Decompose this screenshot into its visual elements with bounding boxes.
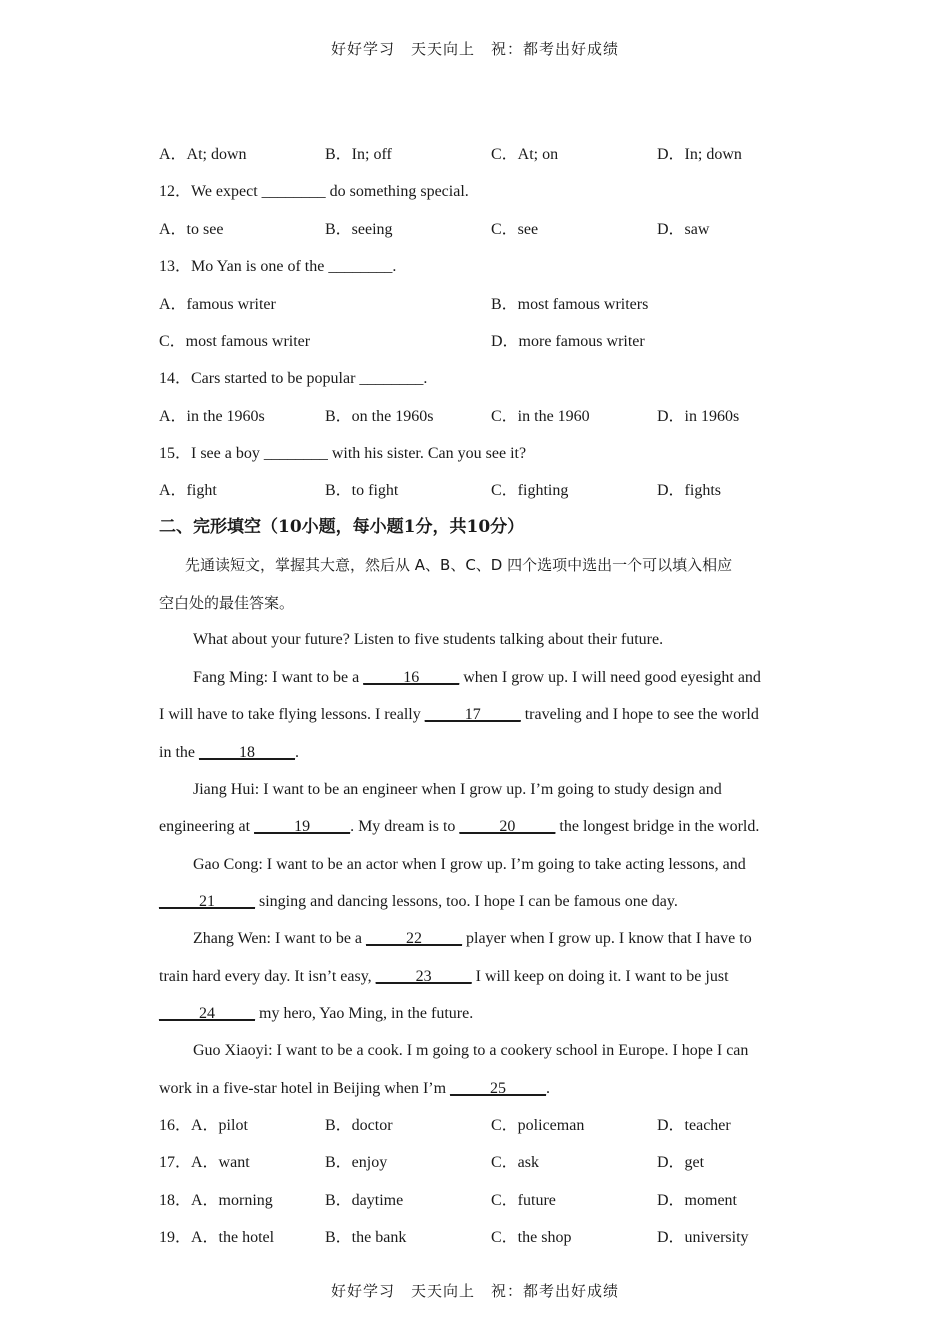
q11-option-a: A．At; down — [159, 146, 247, 163]
blank-17: _____17_____ — [424, 706, 521, 723]
blank-18: _____18_____ — [199, 744, 295, 761]
q11-option-b: B．In; off — [325, 146, 392, 163]
q14-option-b: B．on the 1960s — [325, 408, 434, 425]
passage-zhangwen-line2 — [159, 966, 799, 988]
q15-option-d: D．fights — [657, 482, 722, 499]
q13-stem: 13．Mo Yan is one of the ________. — [159, 258, 397, 275]
passage-text: my hero, Yao Ming, in the future. — [255, 1005, 474, 1022]
passage-text: . My dream is to — [350, 818, 460, 835]
q14-option-d: D．in 1960s — [657, 408, 740, 425]
section-title: 二、完形填空（10小题，每小题1分，共10分） — [159, 517, 525, 537]
passage-zhangwen-line3 — [159, 1003, 799, 1025]
passage-text: singing and dancing lessons, too. I hope I can be famous one day. — [255, 893, 678, 910]
passage-fangming-line1 — [159, 667, 833, 689]
q19-option-b: B．the bank — [325, 1229, 407, 1246]
q16-option-b: B．doctor — [325, 1117, 393, 1134]
q11-option-c: C．At; on — [491, 146, 559, 163]
passage-text: . — [546, 1080, 551, 1097]
q18-option-d: D．moment — [657, 1192, 737, 1209]
q13-option-c: C．most famous writer — [159, 333, 311, 350]
passage-text: . — [295, 744, 299, 761]
q14-option-a: A．in the 1960s — [159, 408, 265, 425]
passage-fangming-line3 — [159, 742, 799, 764]
blank-23: _____23_____ — [375, 968, 472, 985]
q13-option-b: B．most famous writers — [491, 296, 649, 313]
q15-stem: 15．I see a boy ________ with his sister. Can you see it? — [159, 445, 527, 462]
passage-text: in the — [159, 744, 199, 761]
passage-text: I will have to take flying lessons. I really — [159, 706, 425, 723]
q17-option-d: D．get — [657, 1154, 705, 1171]
q15-option-b: B．to fight — [325, 482, 399, 499]
q13-option-a: A．famous writer — [159, 296, 276, 313]
q19-option-d: D．university — [657, 1229, 749, 1246]
q16-option-c: C．policeman — [491, 1117, 585, 1134]
q19-option-a: 19．A．the hotel — [159, 1229, 275, 1246]
q12-stem: 12．We expect ________ do something special. — [159, 183, 469, 200]
q12-option-a: A．to see — [159, 221, 224, 238]
q19-option-c: C．the shop — [491, 1229, 572, 1246]
passage-jianghui-line2 — [159, 816, 799, 838]
page-header: 好好学习 天天向上 祝：都考出好成绩 — [330, 40, 619, 58]
q18-option-c: C．future — [491, 1192, 556, 1209]
passage-text: I will keep on doing it. I want to be just — [471, 968, 729, 985]
q17-option-b: B．enjoy — [325, 1154, 388, 1171]
blank-24: _____24_____ — [159, 1005, 255, 1022]
q18-option-b: B．daytime — [325, 1192, 404, 1209]
q17-option-c: C．ask — [491, 1154, 540, 1171]
q14-stem: 14．Cars started to be popular ________. — [159, 370, 428, 387]
blank-22: _____22_____ — [366, 930, 463, 947]
q15-option-c: C．fighting — [491, 482, 569, 499]
q12-option-b: B．seeing — [325, 221, 393, 238]
passage-fangming-line2 — [159, 704, 799, 726]
q11-option-d: D．In; down — [657, 146, 742, 163]
passage-jianghui-line1: Jiang Hui: I want to be an engineer when I grow up. I’m going to study design and — [193, 781, 722, 798]
q12-option-d: D．saw — [657, 221, 710, 238]
blank-16: _____16_____ — [363, 669, 460, 686]
q12-option-c: C．see — [491, 221, 539, 238]
passage-guoxiaoyi-line1: Guo Xiaoyi: I want to be a cook. I m going to a cookery school in Europe. I hope I can — [193, 1042, 749, 1059]
passage-text: Zhang Wen: I want to be a — [193, 930, 367, 947]
passage-text: Fang Ming: I want to be a — [193, 669, 364, 686]
blank-21: _____21_____ — [159, 893, 255, 910]
passage-text: engineering at — [159, 818, 255, 835]
page-footer: 好好学习 天天向上 祝：都考出好成绩 — [330, 1282, 619, 1300]
q18-option-a: 18．A．morning — [159, 1192, 273, 1209]
blank-19: _____19_____ — [254, 818, 351, 835]
passage-text: work in a five-star hotel in Beijing when I’m — [159, 1080, 451, 1097]
q13-option-d: D．more famous writer — [491, 333, 645, 350]
passage-text: player when I grow up. I know that I have to — [462, 930, 752, 947]
q16-option-d: D．teacher — [657, 1117, 731, 1134]
q17-option-a: 17．A．want — [159, 1154, 250, 1171]
passage-text: traveling and I hope to see the world — [520, 706, 759, 723]
passage-gaocong-line1: Gao Cong: I want to be an actor when I grow up. I’m going to take acting lessons, and — [193, 856, 746, 873]
passage-text: when I grow up. I will need good eyesight and — [459, 669, 761, 686]
section-instruction-line2: 空白处的最佳答案。 — [159, 594, 295, 612]
passage-text: the longest bridge in the world. — [555, 818, 760, 835]
blank-25: _____25_____ — [450, 1080, 547, 1097]
passage-guoxiaoyi-line2 — [159, 1078, 799, 1100]
passage-zhangwen-line1 — [159, 928, 833, 950]
passage-gaocong-line2 — [159, 891, 799, 913]
q16-option-a: 16．A．pilot — [159, 1117, 248, 1134]
passage-intro: What about your future? Listen to five students talking about their future. — [193, 631, 664, 648]
blank-20: _____20_____ — [459, 818, 556, 835]
q14-option-c: C．in the 1960 — [491, 408, 590, 425]
passage-text: train hard every day. It isn’t easy, — [159, 968, 376, 985]
q15-option-a: A．fight — [159, 482, 217, 499]
section-instruction-line1: 先通读短文，掌握其大意，然后从 A、B、C、D 四个选项中选出一个可以填入相应 — [185, 556, 733, 574]
